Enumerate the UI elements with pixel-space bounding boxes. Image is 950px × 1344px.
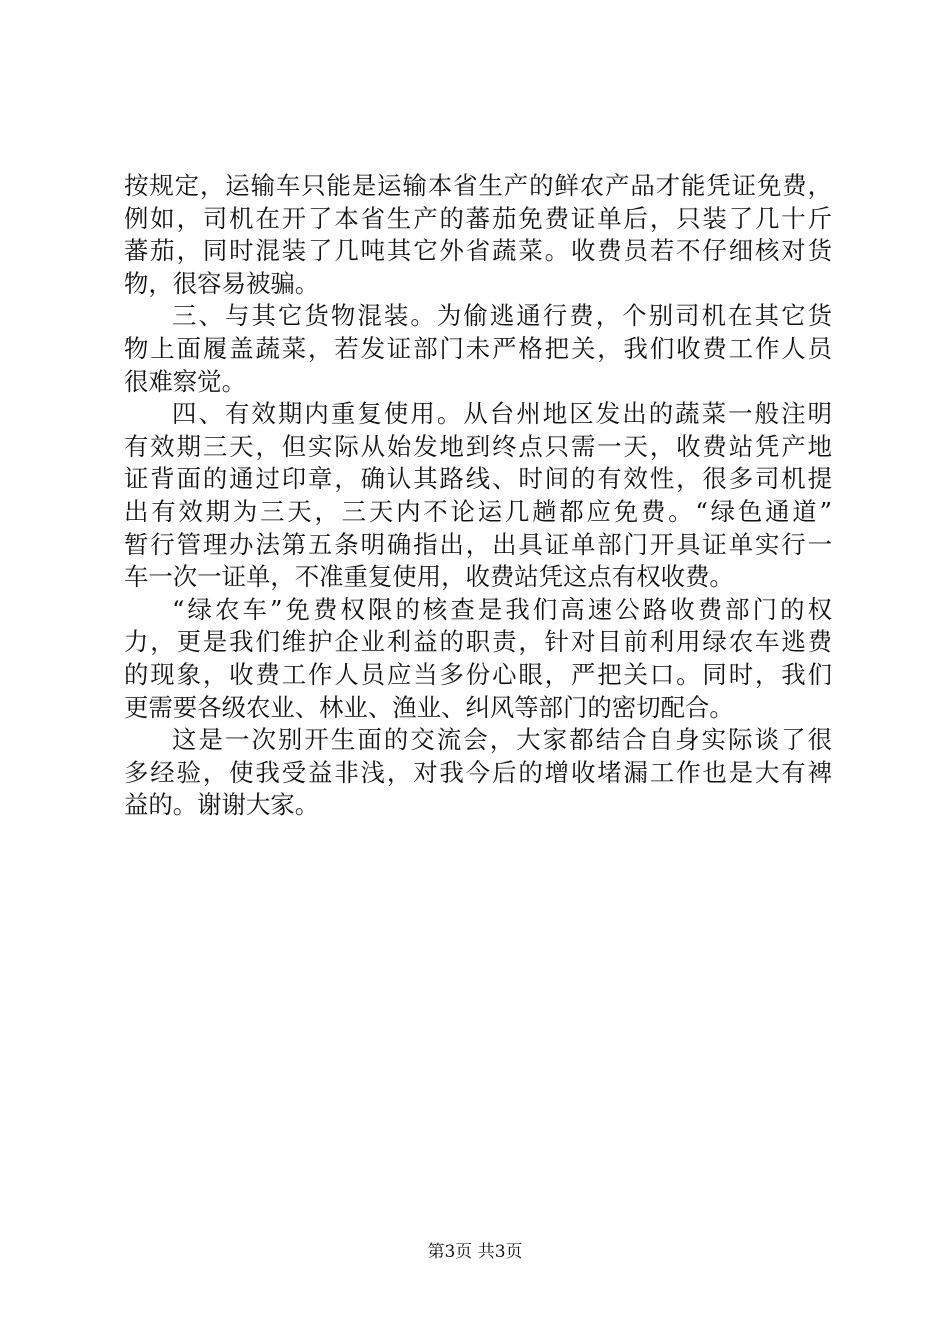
body-text — [124, 170, 832, 822]
text-line: 很难察觉。 — [124, 366, 246, 396]
text-line: 按规定，运输车只能是运输本省生产的鲜农产品才能凭证免费， — [124, 171, 832, 200]
text-line: 益的。谢谢大家。 — [124, 790, 320, 820]
text-line: 这是一次别开生面的交流会，大家都结合自身实际谈了很 — [172, 725, 832, 755]
text-line: “绿农车”免费权限的核查是我们高速公路收费部门的权 — [172, 594, 832, 624]
text-line: 的现象，收费工作人员应当多份心眼，严把关口。同时，我们 — [124, 659, 832, 689]
text-line: 三、与其它货物混装。为偷逃通行费，个别司机在其它货 — [172, 301, 832, 331]
text-line: 物上面履盖蔬菜，若发证部门未严格把关，我们收费工作人员 — [124, 333, 832, 363]
text-line: 例如，司机在开了本省生产的蕃茄免费证单后，只装了几十斤 — [124, 203, 832, 233]
text-line: 更需要各级农业、林业、渔业、纠风等部门的密切配合。 — [124, 692, 734, 722]
text-line: 四、有效期内重复使用。从台州地区发出的蔬菜一般注明 — [172, 399, 832, 429]
text-line: 物，很容易被骗。 — [124, 268, 320, 298]
text-line: 蕃茄，同时混装了几吨其它外省蔬菜。收费员若不仔细核对货 — [124, 236, 832, 266]
text-line: 有效期三天，但实际从始发地到终点只需一天，收费站凭产地 — [124, 431, 832, 461]
text-line: 车一次一证单，不准重复使用，收费站凭这点有权收费。 — [124, 562, 734, 592]
text-line: 出有效期为三天，三天内不论运几趟都应免费。“绿色通道” — [124, 496, 832, 526]
text-line: 多经验，使我受益非浅，对我今后的增收堵漏工作也是大有裨 — [124, 757, 832, 787]
text-line: 力，更是我们维护企业利益的职责，针对目前利用绿农车逃费 — [124, 627, 832, 657]
page-footer: 第3页 共3页 — [427, 1242, 523, 1262]
text-line: 暂行管理办法第五条明确指出，出具证单部门开具证单实行一 — [124, 529, 832, 559]
text-line: 证背面的通过印章，确认其路线、时间的有效性，很多司机提 — [124, 464, 832, 494]
